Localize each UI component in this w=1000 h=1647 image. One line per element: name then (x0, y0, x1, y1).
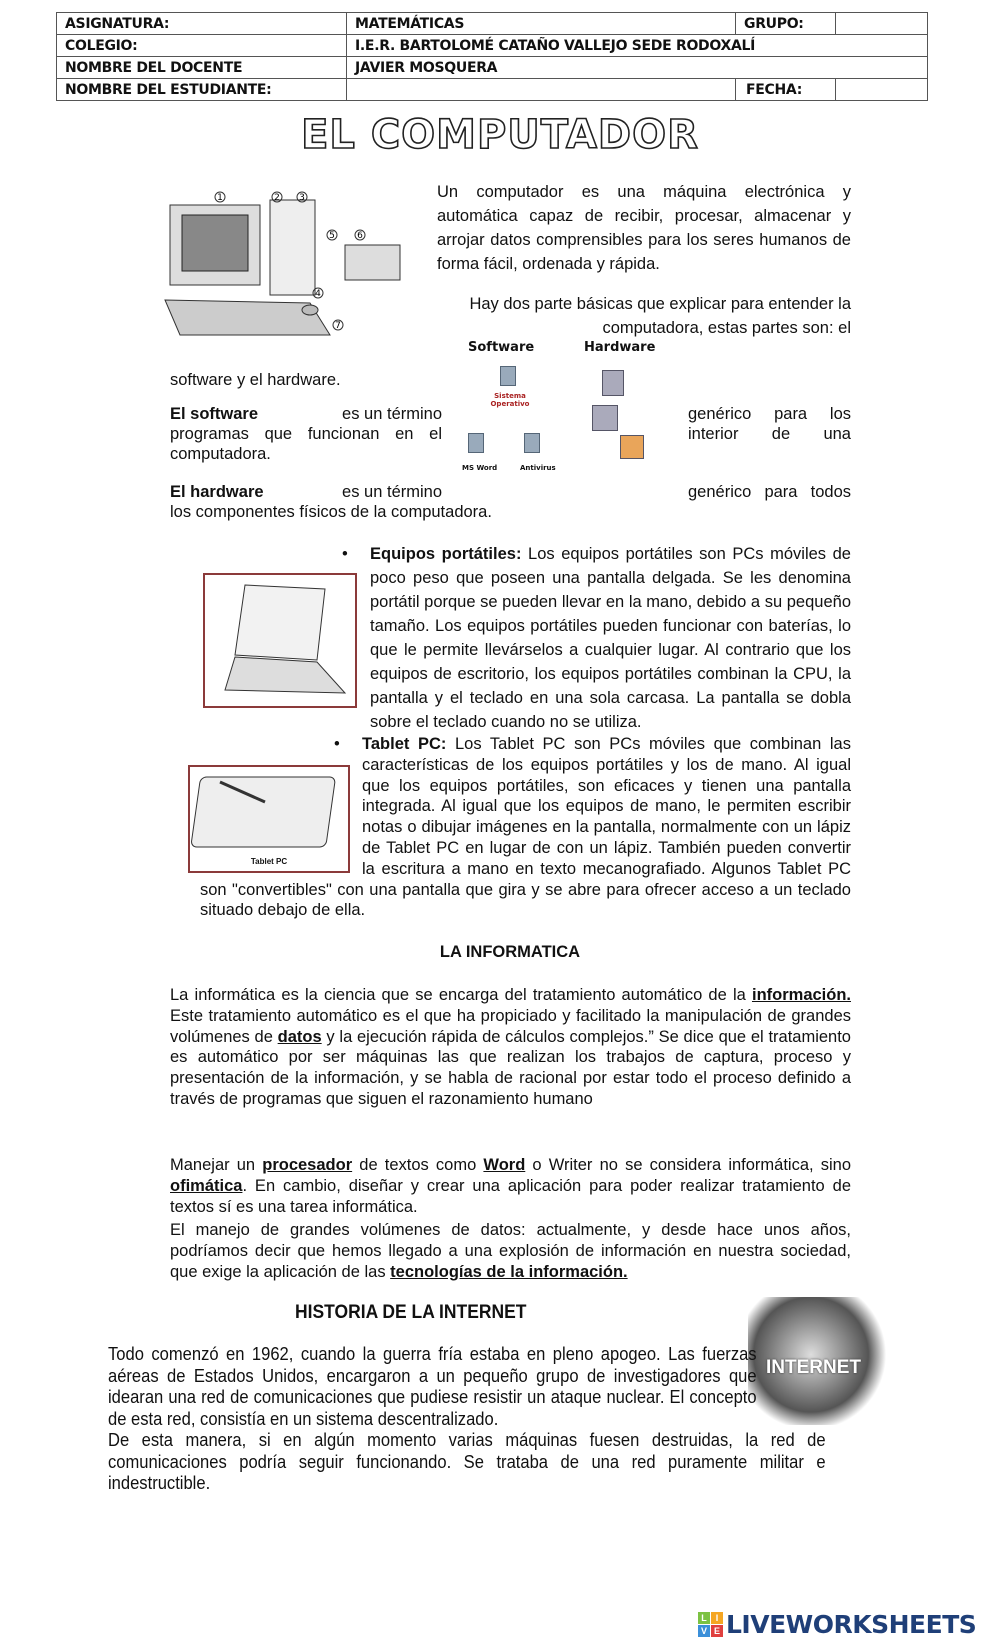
hardware-icon (602, 370, 624, 396)
hardware-text-2: los componentes físicos de la computadora. (170, 503, 492, 521)
software-text: es un término (342, 405, 442, 423)
historia-text (108, 1344, 888, 1495)
estudiante-label: NOMBRE DEL ESTUDIANTE: (57, 79, 347, 101)
hardware-icon (592, 405, 618, 431)
link-informacion[interactable]: información. (751, 986, 851, 1004)
logo-tile: V (698, 1625, 710, 1637)
colegio-label: COLEGIO: (57, 35, 347, 57)
laptops-bullet (200, 542, 851, 734)
liveworksheets-logo[interactable] (698, 1610, 976, 1639)
link-datos[interactable]: datos (277, 1027, 322, 1046)
text: La informática es la ciencia que se encarga del tratamiento automático de la (170, 986, 752, 1004)
link-tecnologias[interactable]: tecnologías de la información. (390, 1262, 628, 1281)
logo-tile: I (711, 1612, 723, 1624)
callout-4: 4 (315, 289, 321, 299)
diagram-software-label: Software (468, 340, 535, 355)
computer-illustration (160, 185, 410, 345)
diagram-antivirus-label: Antivirus (520, 464, 556, 472)
estudiante-field[interactable] (347, 79, 736, 101)
software-text-2: programas que funcionan en el (170, 425, 442, 443)
intro-parts-text: Hay dos parte básicas que explicar para entender la computadora, estas partes son: el (469, 295, 851, 337)
text: Manejar un (170, 1156, 263, 1174)
callout-6: 6 (357, 231, 363, 241)
link-ofimatica[interactable]: ofimática (170, 1176, 243, 1195)
fecha-label: FECHA: (736, 79, 836, 101)
hardware-term: El hardware (170, 483, 264, 501)
software-definition (170, 404, 442, 424)
hardware-text: es un término (342, 483, 442, 501)
grupo-field[interactable] (836, 13, 928, 35)
text: de textos como (352, 1156, 484, 1174)
intro-parts-text-end: software y el hardware. (170, 371, 341, 389)
internet-image-label: INTERNET (766, 1357, 861, 1378)
laptops-label: Equipos portátiles: (370, 545, 522, 563)
software-text-right-2: interior de una (688, 425, 851, 443)
text: Este tratamiento automático es el que ha propiciado y facilitado la manipulación de grandes volúmenes de (170, 1006, 851, 1046)
diagram-hardware-label: Hardware (584, 340, 656, 355)
header-table (56, 12, 928, 101)
colegio-value: I.E.R. BARTOLOMÉ CATAÑO VALLEJO SEDE RODOXALÍ (347, 35, 928, 57)
logo-tile: E (711, 1625, 723, 1637)
informatica-paragraph-2 (170, 1155, 851, 1217)
tablet-label: Tablet PC: (362, 735, 447, 753)
historia-heading: HISTORIA DE LA INTERNET (295, 1302, 527, 1323)
hardware-icon (620, 435, 644, 459)
informatica-paragraph-3 (170, 1220, 851, 1282)
hardware-definition (170, 482, 442, 502)
diagram-word-label: MS Word (462, 464, 498, 472)
text: El manejo de grandes volúmenes de datos: actualmente, y desde hace unos años, podríamos decir que hemos llegado a una explosión de información en nuestra sociedad, que exige la aplicación de las (170, 1221, 851, 1281)
logo-tiles-icon (698, 1612, 723, 1637)
fecha-field[interactable] (836, 79, 928, 101)
link-word[interactable]: Word (483, 1156, 526, 1174)
tablet-bullet (200, 734, 851, 921)
software-hardware-diagram (462, 340, 667, 475)
software-icon (500, 366, 516, 386)
software-icon (468, 433, 484, 453)
text: o Writer no se considera informática, sino (525, 1156, 852, 1174)
historia-paragraph-1: Todo comenzó en 1962, cuando la guerra fría estaba en pleno apogeo. Las fuerzas aéreas de Estados Unidos, encargaron a un pequeño grupo de investigadores que idearan una red de comunicaciones que pudiese resistir un ataque nuclear. El concepto de esta red, consistía en un sistema descentralizado. (108, 1344, 757, 1429)
asignatura-value: MATEMÁTICAS (347, 13, 736, 35)
link-procesador[interactable]: procesador (262, 1156, 353, 1174)
callout-7: 7 (335, 321, 341, 331)
tablet-caption: Tablet PC (250, 857, 288, 866)
callout-5: 5 (329, 231, 335, 241)
docente-value: JAVIER MOSQUERA (347, 57, 928, 79)
tablet-text: Los Tablet PC son PCs móviles que combinan las características de los equipos portátiles y los de mano. Al igual que los equipos portátiles, son eficaces y tienen una pantalla integrada. Al igual que los equipos de mano, le permiten escribir notas o dibujar imágenes en la pantalla, normalmente con un lápiz de Tablet PC en lugar de con un lápiz. También pueden convertir la escritura a mano en texto mecanografiado. Algunos Tablet PC son "convertibles" con una pantalla que gira y se abre para ofrecer acceso a un teclado situado debajo de ella. (200, 735, 851, 920)
software-term: El software (170, 405, 259, 423)
brand-name: LIVEWORKSHEETS (726, 1610, 977, 1639)
software-icon (524, 433, 540, 453)
laptops-text: Los equipos portátiles son PCs móviles de poco peso que poseen una pantalla delgada. Se les denomina portátil porque se pueden llevar en la mano, debido a su pequeño tamaño. Los equipos portátiles pueden funcionar con baterías, lo que le permite llevárselos a cualquier lugar. Al contrario que los equipos de escritorio, los equipos portátiles combinan la CPU, la pantalla y el teclado en una sola carcasa. La pantalla se dobla sobre el teclado cuando no se utiliza. (370, 545, 851, 731)
informatica-paragraph-1 (170, 985, 851, 1110)
diagram-so-label: Sistema Operativo (490, 392, 530, 408)
callout-2: 2 (274, 193, 280, 203)
page-title: EL COMPUTADOR (301, 112, 699, 158)
asignatura-label: ASIGNATURA: (57, 13, 347, 35)
historia-paragraph-2: De esta manera, si en algún momento varias máquinas fuesen destruidas, la red de comunicaciones podría seguir funcionando. Se trataba de una red puramente militar e indestructible. (108, 1430, 826, 1493)
hardware-text-right: genérico para todos (688, 483, 851, 501)
logo-tile: L (698, 1612, 710, 1624)
text: . En cambio, diseñar y crear una aplicación para poder realizar tratamiento de textos sí es una tarea informática. (170, 1176, 851, 1216)
callout-1: 1 (217, 193, 223, 203)
grupo-label: GRUPO: (736, 13, 836, 35)
informatica-heading: LA INFORMATICA (439, 943, 581, 961)
callout-3: 3 (299, 193, 305, 203)
text: y la ejecución rápida de cálculos complejos.” Se dice que el tratamiento es automático por ser máquinas las que realizan los trabajos de captura, proceso y presentación de la información, y se habla de racional por estar todo el proceso definido a través de programas que siguen el razonamiento humano (170, 1027, 851, 1108)
software-text-right: genérico para los (688, 405, 851, 423)
software-text-3: computadora. (170, 445, 271, 463)
docente-label: NOMBRE DEL DOCENTE (57, 57, 347, 79)
intro-paragraph: Un computador es una máquina electrónica y automática capaz de recibir, procesar, almacenar y arrojar datos comprensibles para los seres humanos de forma fácil, ordenada y rápida. (437, 183, 851, 273)
